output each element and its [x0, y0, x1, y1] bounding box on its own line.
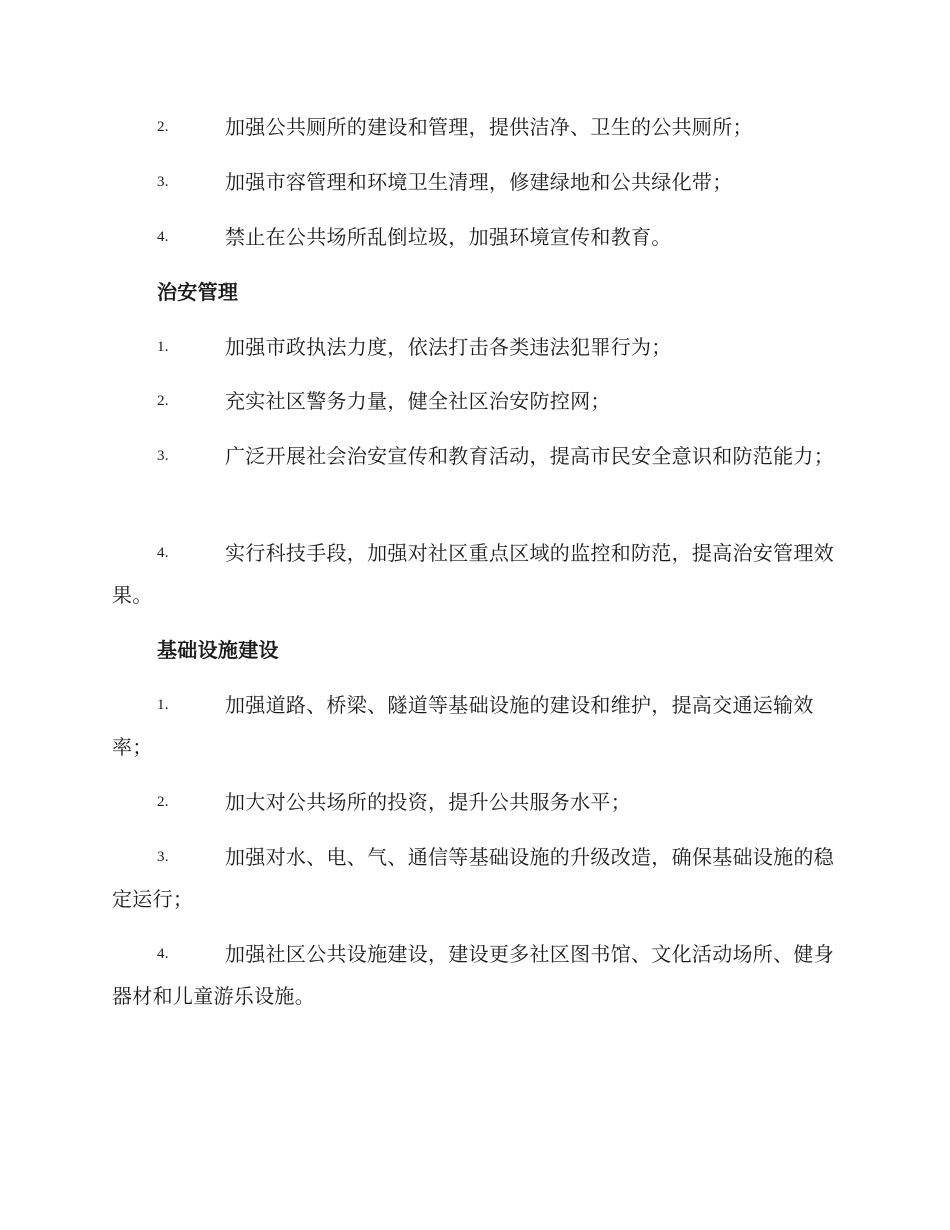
list-item-number: 2. — [157, 393, 169, 409]
section-heading: 基础设施建设 — [157, 638, 279, 662]
list-item-number: 3. — [157, 174, 169, 190]
list-item-number: 4. — [157, 545, 169, 561]
list-item-number: 1. — [157, 697, 169, 713]
list-item-text: 加强市容管理和环境卫生清理，修建绿地和公共绿化带； — [225, 170, 733, 194]
list-item — [112, 106, 834, 148]
list-item-text: 加大对公共场所的投资，提升公共服务水平； — [225, 790, 631, 814]
list-item — [112, 161, 834, 203]
list-item-text: 充实社区警务力量，健全社区治安防控网； — [225, 389, 611, 413]
list-item-number: 2. — [157, 794, 169, 810]
list-item-text: 加强道路、桥梁、隧道等基础设施的建设和维护，提高交通运输效率； — [112, 693, 814, 759]
list-item — [112, 532, 834, 616]
list-item-text: 禁止在公共场所乱倒垃圾，加强环境宣传和教育。 — [225, 225, 672, 249]
list-item-text: 加强社区公共设施建设，建设更多社区图书馆、文化活动场所、健身器材和儿童游乐设施。 — [112, 942, 834, 1008]
list-item — [112, 435, 834, 477]
list-item-number: 1. — [157, 339, 169, 355]
list-item-number: 3. — [157, 849, 169, 865]
list-item-number: 4. — [157, 229, 169, 245]
list-item-number: 4. — [157, 946, 169, 962]
list-item — [112, 781, 834, 823]
list-item — [112, 933, 834, 1017]
list-item-text: 广泛开展社会治安宣传和教育活动，提高市民安全意识和防范能力； — [225, 444, 834, 468]
list-item — [112, 380, 834, 422]
list-item-text: 加强公共厕所的建设和管理，提供洁净、卫生的公共厕所； — [225, 115, 753, 139]
list-item-text: 实行科技手段，加强对社区重点区域的监控和防范，提高治安管理效果。 — [112, 541, 834, 607]
list-item-text: 加强市政执法力度，依法打击各类违法犯罪行为； — [225, 335, 672, 359]
list-item — [112, 216, 834, 258]
list-item-text: 加强对水、电、气、通信等基础设施的升级改造，确保基础设施的稳定运行； — [112, 845, 834, 911]
section-heading: 治安管理 — [157, 280, 239, 304]
list-item-number: 2. — [157, 119, 169, 135]
list-item — [112, 326, 834, 368]
list-item — [112, 684, 834, 768]
list-item-number: 3. — [157, 448, 169, 464]
list-item — [112, 836, 834, 920]
